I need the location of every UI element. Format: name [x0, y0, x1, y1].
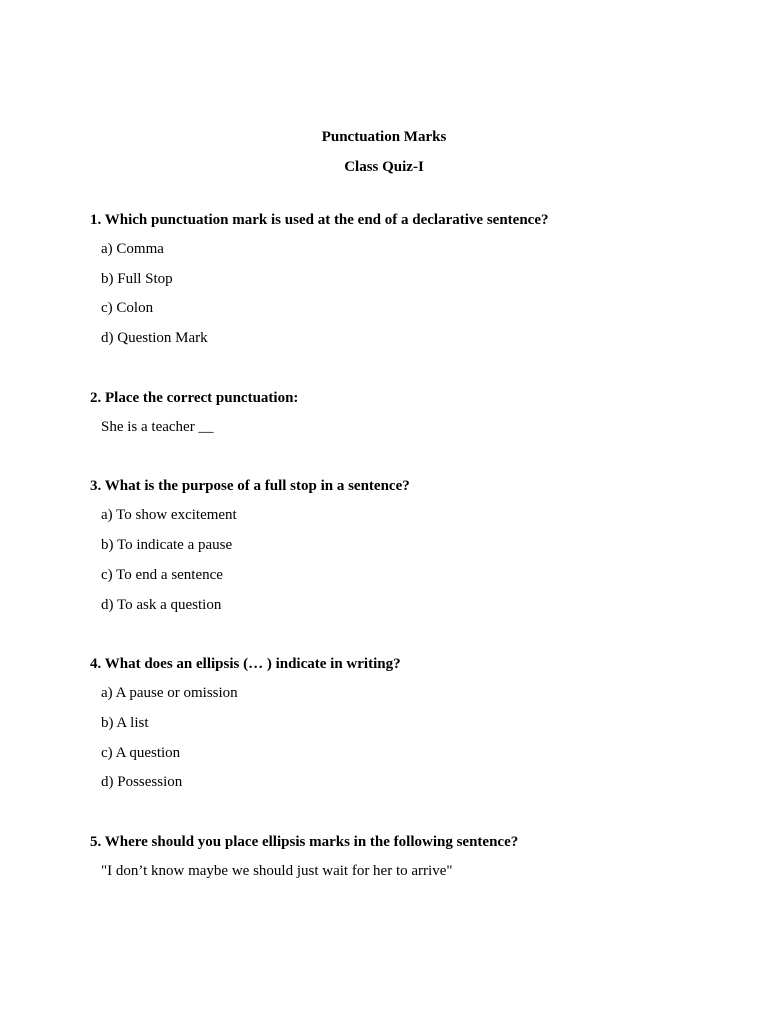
- document-header: [0, 122, 768, 182]
- spacer: [90, 620, 730, 649]
- question-1: [90, 205, 730, 354]
- answer-option: c) Colon: [101, 300, 154, 317]
- question-4: [90, 649, 730, 798]
- question-list: [90, 205, 730, 887]
- question-2: [90, 383, 730, 443]
- spacer: [90, 354, 730, 383]
- question-5: [90, 827, 730, 887]
- question-sentence: She is a teacher __: [101, 418, 214, 435]
- answer-option: a) Comma: [101, 241, 164, 257]
- spacer: [90, 442, 730, 471]
- answer-option: c) A question: [101, 744, 181, 761]
- answer-option: b) To indicate a pause: [101, 537, 233, 554]
- answer-option: a) A pause or omission: [101, 685, 238, 702]
- answer-option: a) To show excitement: [101, 507, 237, 524]
- spacer: [90, 798, 730, 827]
- question-stem: 2. Place the correct punctuation:: [90, 389, 299, 406]
- answer-option: c) To end a sentence: [101, 566, 223, 583]
- question-stem: 4. What does an ellipsis (… ) indicate in writing?: [90, 656, 401, 673]
- answer-option: b) A list: [101, 714, 149, 731]
- question-3: [90, 471, 730, 620]
- answer-option: d) Question Mark: [101, 330, 208, 347]
- question-stem: 1. Which punctuation mark is used at the end of a declarative sentence?: [90, 212, 549, 228]
- answer-option: b) Full Stop: [101, 270, 173, 287]
- question-sentence: "I don’t know maybe we should just wait for her to arrive": [101, 862, 453, 879]
- document-title: Punctuation Marks: [321, 129, 447, 145]
- answer-option: d) Possession: [101, 774, 183, 791]
- question-stem: 3. What is the purpose of a full stop in a sentence?: [90, 478, 410, 495]
- question-stem: 5. Where should you place ellipsis marks in the following sentence?: [90, 833, 519, 850]
- document-subtitle: Class Quiz-I: [344, 159, 424, 175]
- answer-option: d) To ask a question: [101, 596, 222, 613]
